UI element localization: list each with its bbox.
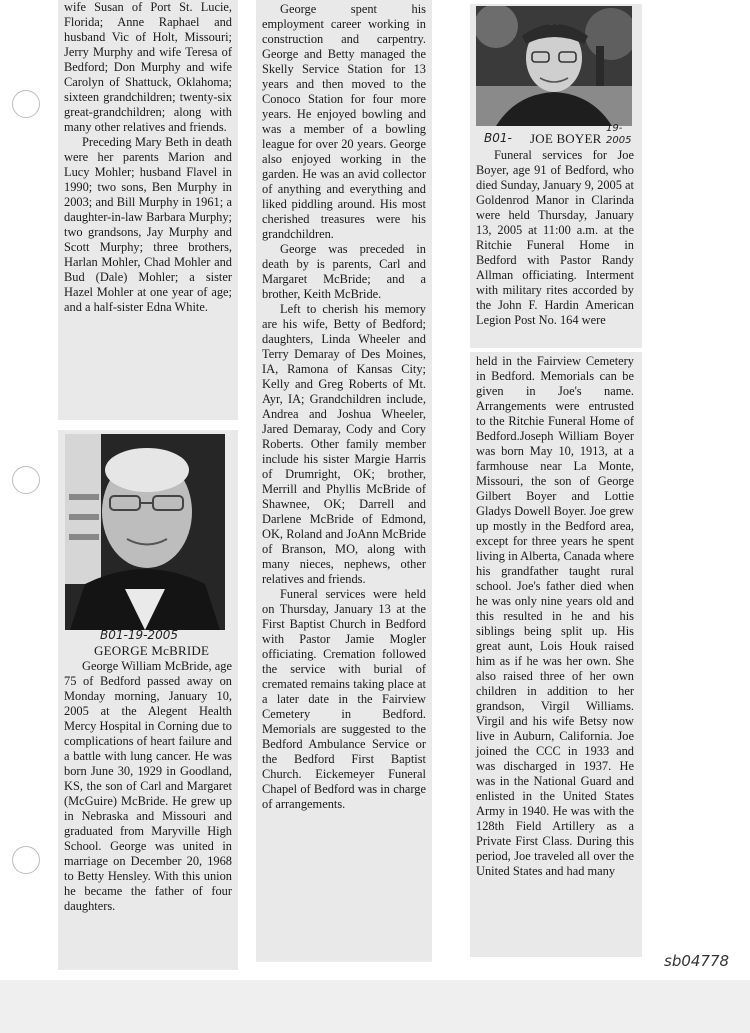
punch-hole [12, 846, 40, 874]
boyer-heading: JOE BOYER [530, 131, 602, 146]
paragraph: George was preceded in death by is parents, Carl and Margaret McBride; and a brother, Keith McBride. [262, 242, 426, 301]
boyer-date-bottom: 2005 [606, 135, 632, 146]
punch-hole [12, 466, 40, 494]
mcbride-obituary-col2 [262, 2, 426, 812]
mcbride-heading: GEORGE McBRIDE [94, 643, 210, 658]
mcbride-photo [65, 434, 225, 630]
punch-hole [12, 90, 40, 118]
boyer-handwritten-prefix: B01- [484, 131, 512, 145]
paragraph: George spent his employment career working in construction and carpentry. George and Betty managed the Skelly Service Station for 13 years and then moved to the Conoco Station for four more years. He enjoyed bowling and was a member of a bowling league for over 20 years. George also enjoyed working in the garden. He was an avid collector of anything and everything and liked piddling around. His most cherished treasures were his grandchildren. [262, 2, 426, 241]
paragraph: Funeral services for Joe Boyer, age 91 of Bedford, who died Sunday, January 9, 2005 at Goldenrod Manor in Clarinda were held Thursday, January 13, 2005 at 11:00 a.m. at the Ritchie Funeral Home in Bedford with Pastor Randy Allman officiating. Interment with military rites accorded by the John F. Hardin American Legion Post No. 164 were [476, 148, 634, 327]
paragraph: Funeral services were held on Thursday, January 13 at the First Baptist Church in Bedford with Pastor Jamie Mogler officiating. Cremation followed the service with burial of cremated remains taking place at a later date in the Fairview Cemetery in Bedford. Memorials are suggested to the Bedford Ambulance Service or the Bedford First Baptist Church. Eickemeyer Funeral Chapel of Bedford was in charge of arrangements. [262, 587, 426, 811]
mcbride-obituary-col1 [64, 659, 232, 914]
catalog-number: sb04778 [664, 952, 730, 970]
scanner-bed-edge [0, 980, 750, 1033]
boyer-obituary-top [476, 148, 634, 328]
paragraph: George William McBride, age 75 of Bedford passed away on Monday morning, January 10, 2005 at the Alegent Health Mercy Hospital in Corning due to complications of heart failure and a battle with lung cancer. He was born June 30, 1929 in Goodland, KS, the son of Carl and Margaret (McGuire) McBride. He grew up in Nebraska and Missouri and graduated from Maryville High School. George was united in marriage on December 20, 1968 to Betty Hensley. With this union he became the father of four daughters. [64, 659, 232, 913]
obituary-col1-continued [64, 0, 232, 315]
boyer-obituary-bottom [476, 354, 634, 879]
paragraph: wife Susan of Port St. Lucie, Florida; Anne Raphael and husband Vic of Holt, Missouri; Jerry Murphy and wife Teresa of Bedford; Don Murphy and wife Carolyn of Shattuck, Oklahoma; sixteen grandchildren; twenty-six great-grandchildren; along with many other relatives and friends. [64, 0, 232, 134]
mcbride-handwritten-date: B01-19-2005 [100, 628, 178, 642]
boyer-handwritten-date [606, 124, 631, 146]
paragraph: Left to cherish his memory are his wife, Betty of Bedford; daughters, Linda Wheeler and Terry Demaray of Des Moines, IA, Ramona of Kansas City; Kelly and Greg Roberts of Mt. Ayr, IA; Grandchildren include, Andrea and Joshua Wheeler, Jared Demaray, Cody and Cory Roberts. Other family member include his sister Margie Harris of Drumright, OK; brother, Merrill and Phyllis McBride of Shawnee, OK; Darrell and Darlene McBride of Edmond, OK, Roland and JoAnn McBride of Branson, MO, along with many nieces, nephews, other relatives and friends. [262, 302, 426, 586]
paragraph: held in the Fairview Cemetery in Bedford. Memorials can be given in Joe's name. Arrangements were entrusted to the Ritchie Funeral Home of Bedford.Joseph William Boyer was born May 10, 1913, at a farmhouse near La Monte, Missouri, the son of George Gilbert Boyer and Lottie Gladys Dowell Boyer. Joe grew up mostly in the Bedford area, except for three years he spent living in Alberta, Canada where his grandfather taught rural school. Joe's father died when he was only nine years old and this resulted in he and his siblings being split up. His great aunt, Lois Houk raised him as if he was her own. She also raised three of her own children in addition to her grandson, Virgil Williams. Virgil and his wife Betsy now live in Auburn, California. Joe joined the CCC in 1933 and was discharged in 1937. He was in the National Guard and enlisted in the United States Army in 1940. He was with the 128th Field Artillery as a Private First Class. During this period, Joe traveled all over the United States and had many [476, 354, 634, 878]
boyer-photo [476, 6, 632, 126]
boyer-date-top: 19- [606, 123, 623, 134]
paragraph: Preceding Mary Beth in death were her parents Marion and Lucy Mohler; husband Flavel in 1990; two sons, Ben Murphy in 2003; and Bill Murphy in 1961; a daughter-in-law Barbara Murphy; two grandsons, Jay Murphy and Scott Murphy; three brothers, Harlan Mohler, Chad Mohler and Bud (Dale) Mohler; a sister Hazel Mohler at one year of age; and a half-sister Edna White. [64, 135, 232, 314]
